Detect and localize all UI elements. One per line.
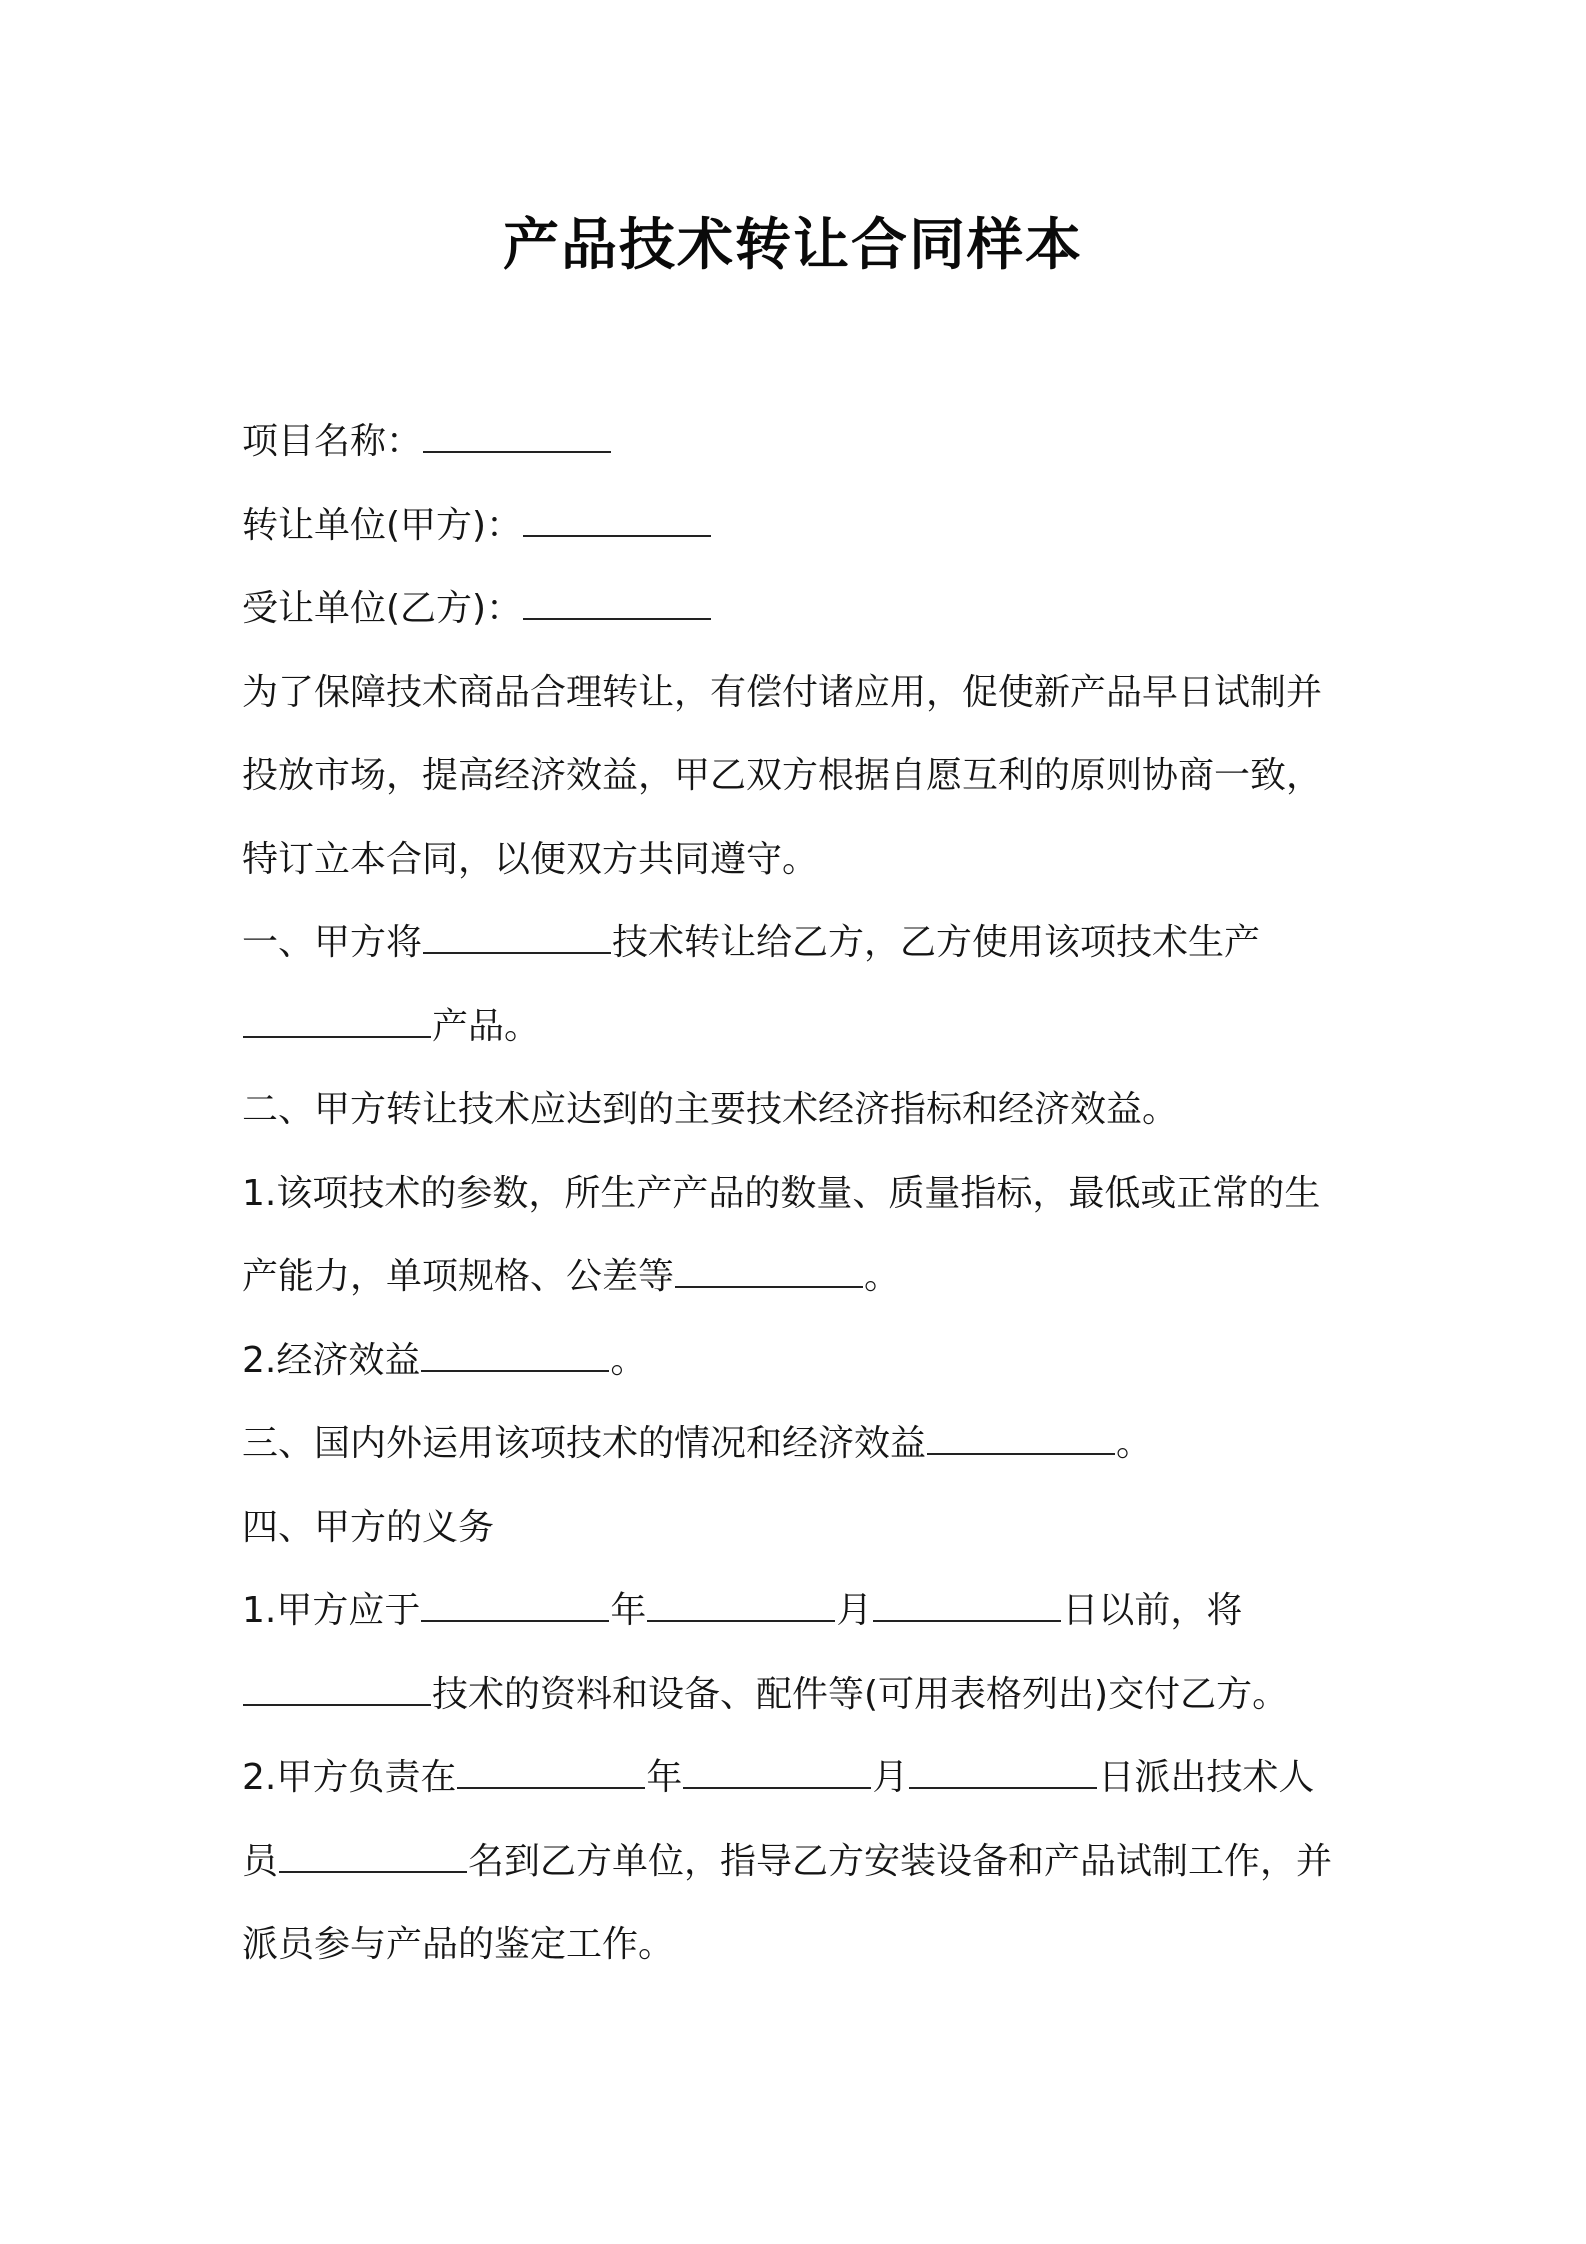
- line-text: 月: [872, 1757, 909, 1798]
- line-text: 四、甲方的义务: [242, 1506, 495, 1548]
- fill-in-blank[interactable]: [523, 503, 711, 537]
- line-text: 转让单位(甲方)：: [242, 504, 523, 546]
- fill-in-blank[interactable]: [909, 1755, 1097, 1789]
- line-text: 派员参与产品的鉴定工作。: [242, 1924, 675, 1965]
- line-text: 。: [610, 1339, 647, 1381]
- line-text: 2.经济效益: [242, 1339, 421, 1381]
- line-text: 一、甲方将: [242, 922, 423, 963]
- line-text: 日以前，将: [1062, 1590, 1243, 1631]
- fill-in-blank[interactable]: [279, 1839, 467, 1873]
- line-text: 月: [836, 1590, 873, 1631]
- line-text: 特订立本合同，以便双方共同遵守。: [242, 838, 819, 880]
- contract-line: [242, 1820, 1362, 1904]
- contract-line: [242, 1319, 1362, 1403]
- line-text: 二、甲方转让技术应达到的主要技术经济指标和经济效益。: [242, 1089, 1179, 1130]
- contract-line: [242, 484, 1362, 568]
- line-text: 产品。: [432, 1005, 541, 1047]
- line-text: 受让单位(乙方)：: [242, 588, 523, 629]
- fill-in-blank[interactable]: [873, 1588, 1061, 1622]
- fill-in-blank[interactable]: [675, 1254, 863, 1288]
- contract-line: [242, 567, 1362, 651]
- line-text: 。: [1116, 1423, 1153, 1464]
- contract-body: [242, 400, 1362, 1987]
- fill-in-blank[interactable]: [421, 1588, 609, 1622]
- line-text: 技术转让给乙方，乙方使用该项技术生产: [612, 922, 1261, 963]
- line-text: 产能力，单项规格、公差等: [242, 1256, 675, 1297]
- contract-line: [242, 651, 1362, 735]
- line-text: 年: [610, 1590, 647, 1631]
- fill-in-blank[interactable]: [683, 1755, 871, 1789]
- contract-line: [242, 818, 1362, 902]
- line-text: 年: [646, 1757, 683, 1798]
- fill-in-blank[interactable]: [423, 419, 611, 453]
- line-text: 项目名称：: [242, 421, 423, 462]
- fill-in-blank[interactable]: [523, 586, 711, 620]
- fill-in-blank[interactable]: [423, 920, 611, 954]
- line-text: 1.该项技术的参数，所生产产品的数量、质量指标，最低或正常的生: [242, 1172, 1321, 1214]
- line-text: 投放市场，提高经济效益，甲乙双方根据自愿互利的原则协商一致，: [242, 755, 1323, 796]
- fill-in-blank[interactable]: [647, 1588, 835, 1622]
- line-text: 日派出技术人: [1098, 1757, 1315, 1798]
- contract-line: [242, 400, 1362, 484]
- fill-in-blank[interactable]: [457, 1755, 645, 1789]
- line-text: 。: [864, 1256, 901, 1297]
- line-text: 三、国内外运用该项技术的情况和经济效益: [242, 1423, 927, 1464]
- contract-line: [242, 1486, 1362, 1570]
- contract-line: [242, 1402, 1362, 1486]
- contract-line: [242, 1903, 1362, 1987]
- fill-in-blank[interactable]: [243, 1004, 431, 1038]
- fill-in-blank[interactable]: [243, 1672, 431, 1706]
- contract-line: [242, 1235, 1362, 1319]
- line-text: 技术的资料和设备、配件等(可用表格列出)交付乙方。: [432, 1673, 1289, 1715]
- fill-in-blank[interactable]: [421, 1338, 609, 1372]
- contract-line: [242, 1569, 1362, 1653]
- contract-line: [242, 734, 1362, 818]
- line-text: 2.甲方负责在: [242, 1757, 457, 1798]
- fill-in-blank[interactable]: [927, 1421, 1115, 1455]
- contract-line: [242, 1068, 1362, 1152]
- contract-line: [242, 1736, 1362, 1820]
- contract-line: [242, 901, 1362, 985]
- line-text: 1.甲方应于: [242, 1590, 421, 1631]
- contract-line: [242, 985, 1362, 1069]
- document-title: 产品技术转让合同样本: [503, 213, 1083, 278]
- contract-line: [242, 1653, 1362, 1737]
- line-text: 员: [242, 1840, 279, 1882]
- line-text: 名到乙方单位，指导乙方安装设备和产品试制工作，并: [468, 1840, 1333, 1882]
- contract-line: [242, 1152, 1362, 1236]
- line-text: 为了保障技术商品合理转让，有偿付诸应用，促使新产品早日试制并: [242, 671, 1323, 713]
